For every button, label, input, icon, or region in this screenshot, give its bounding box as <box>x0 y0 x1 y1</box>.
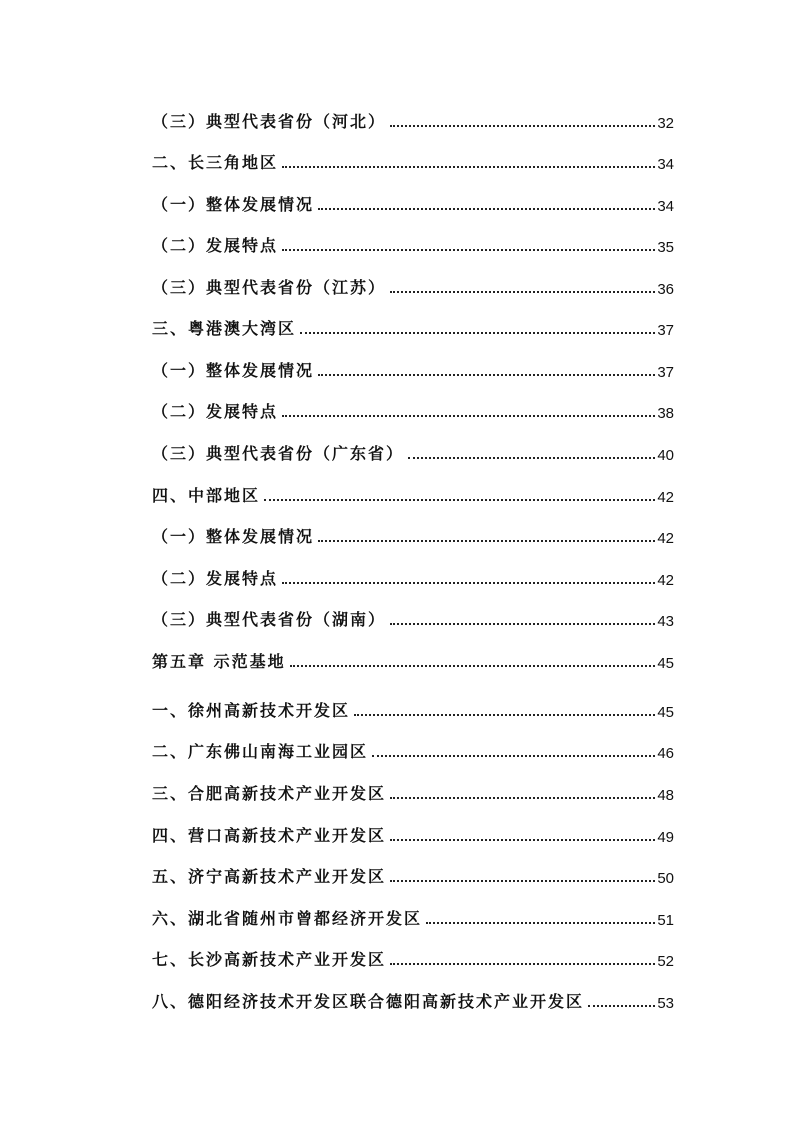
toc-entry-label: 八、德阳经济技术开发区联合德阳高新技术产业开发区 <box>152 992 585 1011</box>
toc-page-number: 52 <box>657 953 674 970</box>
toc-leader-dots <box>282 415 655 417</box>
toc-leader-dots <box>264 499 655 501</box>
toc-entry[interactable] <box>152 434 674 464</box>
toc-entry[interactable] <box>152 185 674 215</box>
toc-page-number: 42 <box>657 572 674 589</box>
toc-page-number: 38 <box>657 405 674 422</box>
toc-page-number: 35 <box>657 239 674 256</box>
toc-page-number: 34 <box>657 156 674 173</box>
toc-leader-dots <box>300 332 655 334</box>
toc-page-number: 53 <box>657 995 674 1012</box>
toc-page-number: 46 <box>657 745 674 762</box>
toc-leader-dots <box>408 457 655 459</box>
toc-entry[interactable] <box>152 143 674 173</box>
toc-page-number: 49 <box>657 829 674 846</box>
toc-leader-dots <box>390 963 655 965</box>
toc-entry[interactable] <box>152 517 674 547</box>
toc-entry[interactable] <box>152 774 674 804</box>
toc-entry[interactable] <box>152 309 674 339</box>
toc-entry[interactable] <box>152 559 674 589</box>
toc-leader-dots <box>426 922 655 924</box>
toc-entry-label: （三）典型代表省份（湖南） <box>152 610 387 629</box>
toc-entry[interactable] <box>152 982 674 1012</box>
toc-entry-label: 三、粤港澳大湾区 <box>152 319 297 338</box>
toc-leader-dots <box>390 623 655 625</box>
toc-entry-label: 七、长沙高新技术产业开发区 <box>152 950 387 969</box>
toc-entry[interactable] <box>152 268 674 298</box>
toc-leader-dots <box>588 1005 655 1007</box>
toc-entry-label: （一）整体发展情况 <box>152 361 315 380</box>
toc-entry-label: 二、长三角地区 <box>152 153 279 172</box>
toc-leader-dots <box>390 880 655 882</box>
toc-leader-dots <box>318 374 655 376</box>
toc-page-number: 32 <box>657 115 674 132</box>
toc-page-number: 36 <box>657 281 674 298</box>
toc-entry[interactable] <box>152 940 674 970</box>
toc-page-number: 34 <box>657 198 674 215</box>
toc-entry-label: （一）整体发展情况 <box>152 195 315 214</box>
toc-entry[interactable] <box>152 857 674 887</box>
toc-entry-label: 四、营口高新技术产业开发区 <box>152 826 387 845</box>
toc-entry-label: （二）发展特点 <box>152 236 279 255</box>
toc-leader-dots <box>282 166 655 168</box>
toc-leader-dots <box>282 582 655 584</box>
toc-leader-dots <box>390 797 655 799</box>
toc-leader-dots <box>354 714 655 716</box>
toc-page-number: 45 <box>657 704 674 721</box>
toc-entry-label: （二）发展特点 <box>152 402 279 421</box>
toc-entry[interactable] <box>152 816 674 846</box>
toc-page-number: 43 <box>657 613 674 630</box>
toc-page-number: 50 <box>657 870 674 887</box>
toc-entry-label: （三）典型代表省份（广东省） <box>152 444 405 463</box>
toc-leader-dots <box>390 125 655 127</box>
toc-entry[interactable] <box>152 476 674 506</box>
toc-entry-label: 四、中部地区 <box>152 486 261 505</box>
toc-page-number: 42 <box>657 530 674 547</box>
toc-entry[interactable] <box>152 351 674 381</box>
toc-leader-dots <box>282 249 655 251</box>
toc-entry[interactable] <box>152 732 674 762</box>
toc-entry[interactable] <box>152 226 674 256</box>
toc-leader-dots <box>390 839 655 841</box>
toc-page-number: 42 <box>657 489 674 506</box>
toc-entry[interactable] <box>152 392 674 422</box>
toc-entry-label: 一、徐州高新技术开发区 <box>152 701 351 720</box>
toc-entry-label: 六、湖北省随州市曾都经济开发区 <box>152 909 423 928</box>
toc-entry-label: （三）典型代表省份（江苏） <box>152 278 387 297</box>
toc-page-number: 37 <box>657 322 674 339</box>
toc-entry[interactable] <box>152 600 674 630</box>
toc-chapter-entry[interactable] <box>152 642 674 672</box>
toc-leader-dots <box>290 665 656 667</box>
toc-entry-label: （三）典型代表省份（河北） <box>152 112 387 131</box>
toc-leader-dots <box>390 291 655 293</box>
toc-entry[interactable] <box>152 102 674 132</box>
toc-entry-label: 第五章 示范基地 <box>152 652 286 671</box>
toc-entry-label: 三、合肥高新技术产业开发区 <box>152 784 387 803</box>
toc-page-number: 40 <box>657 447 674 464</box>
toc-leader-dots <box>372 755 655 757</box>
toc-leader-dots <box>318 208 655 210</box>
toc-page-number: 51 <box>657 912 674 929</box>
toc-entry-label: 二、广东佛山南海工业园区 <box>152 742 369 761</box>
toc-leader-dots <box>318 540 655 542</box>
toc-entry-label: （一）整体发展情况 <box>152 527 315 546</box>
toc-entry[interactable] <box>152 899 674 929</box>
toc-entry[interactable] <box>152 691 674 721</box>
toc-entry-label: （二）发展特点 <box>152 569 279 588</box>
toc-page-number: 37 <box>657 364 674 381</box>
toc-entry-label: 五、济宁高新技术产业开发区 <box>152 867 387 886</box>
toc-page-number: 48 <box>657 787 674 804</box>
toc-page-number: 45 <box>657 655 674 672</box>
